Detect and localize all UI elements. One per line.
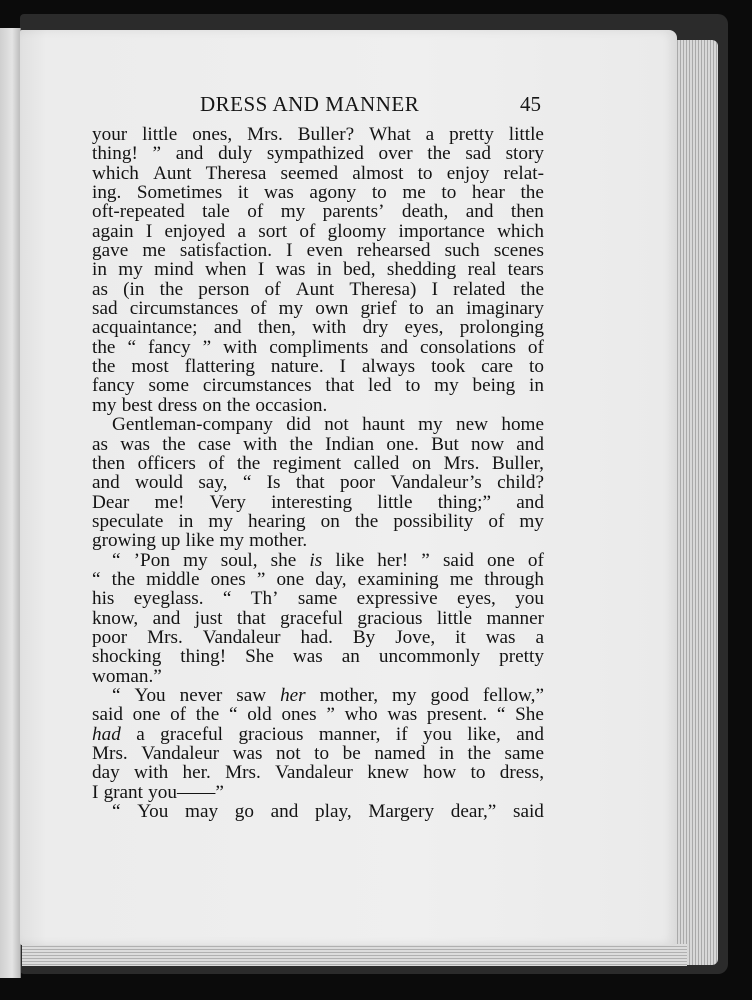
text-line: again I enjoyed a sort of gloomy importance which <box>92 220 544 242</box>
text-line: fancy some circumstances that led to my being in <box>92 375 544 397</box>
text-line: Gentleman-company did not haunt my new home <box>112 414 544 436</box>
text-line: shocking thing! She was an uncommonly pretty <box>92 646 544 668</box>
text-line: poor Mrs. Vandaleur had. By Jove, it was a <box>92 626 544 648</box>
text-line: in my mind when I was in bed, shedding real tears <box>92 259 544 281</box>
text-line: gave me satisfaction. I even rehearsed such scenes <box>92 240 544 262</box>
text-line: speculate in my hearing on the possibility of my <box>92 510 544 532</box>
text-line: the most flattering nature. I always took care to <box>92 356 544 378</box>
text-line: growing up like my mother. <box>92 530 308 552</box>
text-line: “ You never saw her mother, my good fellow,” <box>112 684 544 706</box>
text-line: and would say, “ Is that poor Vandaleur’s child? <box>92 472 544 494</box>
running-head: DRESS AND MANNER <box>200 92 420 116</box>
text-line: his eyeglass. “ Th’ same expressive eyes, you <box>92 588 544 610</box>
text-line: woman.” <box>92 665 162 687</box>
text-line: sad circumstances of my own grief to an imaginary <box>92 298 544 320</box>
text-line: Mrs. Vandaleur was not to be named in the same <box>92 743 544 764</box>
facing-page-edge <box>0 28 21 978</box>
text-line: day with her. Mrs. Vandaleur knew how to dress, <box>92 762 544 784</box>
text-line: acquaintance; and then, with dry eyes, prolonging <box>92 317 544 339</box>
body-text <box>92 125 544 821</box>
text-line: oft-repeated tale of my parents’ death, and then <box>92 201 544 223</box>
page-header <box>20 92 677 122</box>
text-line: I grant you——” <box>92 781 224 803</box>
text-line: your little ones, Mrs. Buller? What a pretty little <box>92 124 544 145</box>
text-line: said one of the “ old ones ” who was present. “ She <box>92 704 544 726</box>
text-line: ing. Sometimes it was agony to me to hear the <box>92 182 544 204</box>
page-bottom-edges <box>22 944 687 966</box>
text-line: thing! ” and duly sympathized over the sad story <box>92 143 544 165</box>
text-line: had a graceful gracious manner, if you like, and <box>92 723 544 745</box>
text-line: then officers of the regiment called on Mrs. Buller, <box>92 452 544 474</box>
text-line: “ ’Pon my soul, she is like her! ” said one of <box>112 549 544 571</box>
page-number: 45 <box>520 92 541 116</box>
text-line: as was the case with the Indian one. But now and <box>92 433 544 455</box>
text-line: “ the middle ones ” one day, examining me through <box>92 568 544 590</box>
page-edges <box>672 40 718 965</box>
text-line: my best dress on the occasion. <box>92 394 328 416</box>
text-line: the “ fancy ” with compliments and consolations of <box>92 336 544 358</box>
text-line: as (in the person of Aunt Theresa) I related the <box>92 278 544 300</box>
book-page <box>20 30 677 945</box>
text-line: know, and just that graceful gracious little manner <box>92 607 544 629</box>
text-line: “ You may go and play, Margery dear,” said <box>112 801 544 823</box>
text-line: which Aunt Theresa seemed almost to enjoy relat- <box>92 162 544 184</box>
text-line: Dear me! Very interesting little thing;” and <box>92 491 544 513</box>
